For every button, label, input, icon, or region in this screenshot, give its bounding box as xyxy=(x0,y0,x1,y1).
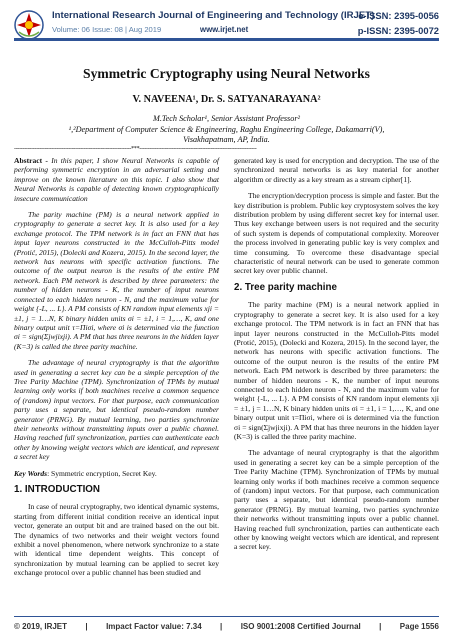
body-paragraph-1: generated key is used for encryption and decryption. The use of the synchronized neural networks is as key material for another algorithm or directly as a key stream as a stream cipher[1]. xyxy=(234,156,439,184)
location: Visakhapatnam, AP, India. xyxy=(183,135,270,144)
journal-header xyxy=(14,6,439,50)
journal-website-link[interactable]: www.irjet.net xyxy=(200,25,249,34)
footer-page: Page 1556 xyxy=(399,622,439,631)
p-issn: p-ISSN: 2395-0072 xyxy=(357,25,439,36)
affiliation: ¹,²Department of Computer Science & Engineering, Raghu Engineering College, Dakamarri(V), xyxy=(68,124,385,134)
keywords xyxy=(14,469,219,478)
footer-sep: | xyxy=(85,622,88,631)
footer-sep: | xyxy=(379,622,382,631)
abstract-paragraph-3: The advantage of neural cryptography is that the algorithm used in generating a secret key can be a simple perception of the Tree Parity Machine (TPM). Synchronization of TPMs by mutual learning only works if both machines receive a common sequence of (random) input vectors. For that purpose, each communication party uses a separate, but identical pseudo-random number generator (PRNG). By mutual learning, two parties synchronize their networks without transmitting inputs over a public channel. Having reached full synchronization, parties can authenticate each other by knowing weight vectors which are identical, and represent a secret key xyxy=(14,358,219,462)
footer-copyright: © 2019, IRJET xyxy=(14,622,68,631)
footer-rule xyxy=(14,616,439,617)
abstract-paragraph xyxy=(14,156,219,203)
keywords-label: Key Words xyxy=(14,468,48,478)
footer-iso: ISO 9001:2008 Certified Journal xyxy=(240,622,361,631)
body-paragraph-3: The parity machine (PM) is a neural network applied in cryptography to generate a secret key. It is also used for a key exchange protocol. The TPM network is in fact an FNN that has input layer neurons constructed in the McCulloh-Pitts model (Protić, 2015), (Dolecki and Kozera, 2015). In the second layer, the network has neurons with specific activation functions. The outcome of the output neuron is the results of the entire PM network. Each PM network is described by three parameters: the number of hidden neurons - K, the number of input neurons connected to each hidden neuron - N, and the maximum value for weight {-L, ... L}. A PM consists of KN random input elements xji = ±1, j = 1…N, K binary hidden units σi = ±1, i = 1,…, K, and one binary output unit τ=Πiσi, where σi is determined via the function σi = sign(Σjwjixji). A PM that has three neurons in the hidden layer (K=3) is called the three parity machine. xyxy=(234,300,439,441)
footer-sep: | xyxy=(220,622,223,631)
right-column xyxy=(234,156,439,559)
body-paragraph-4: The advantage of neural cryptography is that the algorithm used in generating a secret key can be a simple perception of the Tree Parity Machine (TPM). Synchronization of TPMs by mutual learning only works if both machines receive a common sequence of (random) input vectors. For that purpose, each communication party uses a separate, but identical pseudo-random number generator (PRNG). By mutual learning, two parties synchronize their networks without transmitting inputs over a public channel. Having reached full synchronization, parties can authenticate each other by knowing weight vectors which are identical, and represent a secret key. xyxy=(234,448,439,552)
paper-title: Symmetric Cryptography using Neural Networks xyxy=(83,66,370,81)
section-heading-introduction: 1. INTRODUCTION xyxy=(14,484,100,495)
footer xyxy=(14,622,439,631)
journal-name: International Research Journal of Engineering and Technology (IRJET) xyxy=(52,10,375,21)
section-separator: ---------------------------------------------------------------------***--------------------------------------------------------------------- xyxy=(14,146,257,152)
abstract-paragraph-2: The parity machine (PM) is a neural network applied in cryptography to generate a secret key. It is also used for a key exchange protocol. The TPM network is in fact an FNN that has input layer neurons constructed in the McCulloh-Pitts model (Protić, 2015), (Dolecki and Kozera, 2015). In the second layer, the network has neurons with specific activation functions. The outcome of the output neuron is the results of the entire PM network. Each PM network is described by three parameters: the number of hidden neurons - K, the number of input neurons connected to each hidden neuron - N, and the maximum value for weight {-L, ... L}. A PM consists of KN random input elements xji = ±1, j = 1…N, K binary hidden units σi = ±1, i = 1,…, K, and one binary output unit τ=Πiσi, where σi is determined via the function σi = sign(Σjwjixji). A PM that has three neurons in the hidden layer (K=3) is called the three parity machine. xyxy=(14,210,219,351)
author-roles: M.Tech Scholar¹, Senior Assistant Professor² xyxy=(153,114,300,123)
paper-authors: V. NAVEENA¹, Dr. S. SATYANARAYANA² xyxy=(132,94,321,105)
footer-impact: Impact Factor value: 7.34 xyxy=(106,622,202,631)
header-rule xyxy=(14,38,439,41)
body-paragraph-2: The encryption/decryption process is simple and faster. But the key distribution is problem. Public key cryptosystem solves the key distribution problem by using different secret key for internal user. Thus key exchange between users is not required and the security of such system is depends of computational complexity. Moreover the process involved in generating public key is very complex and time consuming. To overcome these disadvantage special characteristic of neural network can be used to generate common secret key over public channel. xyxy=(234,191,439,276)
keywords-text: : Symmetric encryption, Secret Key. xyxy=(47,468,157,478)
intro-paragraph: In case of neural cryptography, two identical dynamic systems, starting from different initial condition receive an identical input vector, generate an output bit and are trained based on the out bit. The dynamics of two networks and their weight vectors found exhibit a novel phenomenon, where network synchronize to a state with identical time dependent weights. This concept of synchronization by mutual learning can be applied to secret key exchange protocol over a public channel has been studied and xyxy=(14,502,219,578)
section-heading-tree-parity: 2. Tree parity machine xyxy=(234,281,337,293)
e-issn: e-ISSN: 2395-0056 xyxy=(358,10,439,21)
left-column xyxy=(14,156,219,585)
affiliation-block xyxy=(0,114,453,146)
volume-issue: Volume: 06 Issue: 08 | Aug 2019 xyxy=(52,25,162,34)
irjet-logo-icon xyxy=(14,10,44,40)
abstract-text: In this paper, I show Neural Networks is capable of performing symmetric encryption in an adversarial setting and improve on the known literature on this topic. I also show that Neural Networks is capable of detecting known cryptographically insecure communication xyxy=(14,156,219,203)
abstract-label: Abstract - xyxy=(14,156,52,165)
